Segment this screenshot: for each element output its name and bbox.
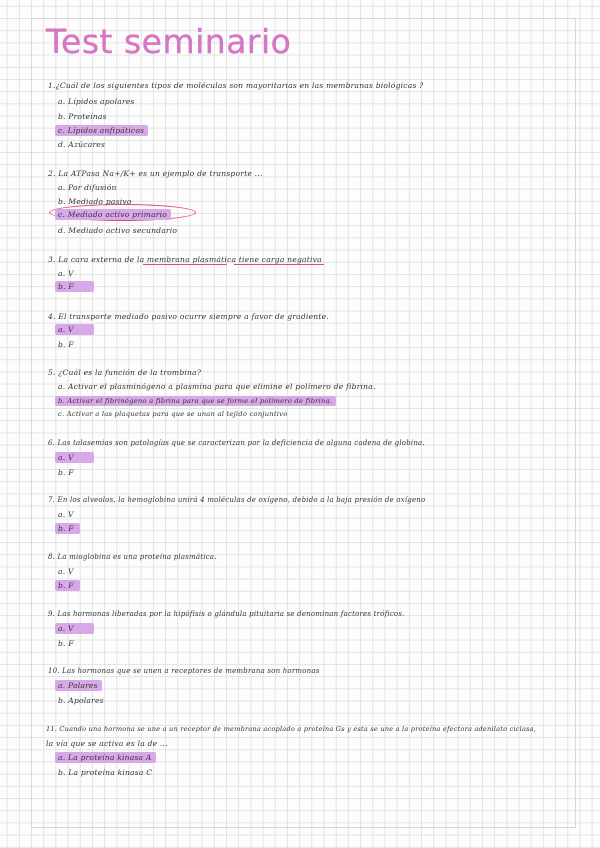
option-selected — [58, 454, 94, 462]
answer-underline — [143, 264, 227, 265]
question-11-continued: la vía que se activa es la de ... — [46, 739, 168, 748]
option-selected — [58, 283, 94, 291]
question-11: 11. Cuando una hormona se une a un receptor de membrana acoplado a proteína Gs y esta se une a la proteína efectora adenilato ciclasa, — [46, 725, 537, 733]
option-selected — [58, 211, 171, 219]
question-1: 1.¿Cuál de los siguientes tipos de moléculas son mayoritarias en las membranas biológicas ? — [48, 81, 424, 90]
option-selected — [58, 754, 156, 762]
option: d. Mediado activo secundario — [58, 226, 178, 235]
option-selected — [58, 582, 80, 590]
option: d. Azúcares — [58, 140, 106, 149]
option-selected — [58, 397, 336, 405]
option: a. V — [58, 510, 74, 519]
page-border — [31, 18, 576, 828]
option: b. La proteína kinasa C — [58, 768, 153, 777]
question-6: 6. Las talasemias son patologías que se caracterizan por la deficiencia de alguna cadena de globina. — [48, 439, 425, 447]
option: b. Mediado pasivo — [58, 197, 132, 206]
question-2: 2. La ATPasa Na+/K+ es un ejemplo de transporte ... — [48, 169, 263, 178]
page-title: Test seminario — [46, 22, 292, 61]
option-highlight: b. F — [55, 523, 80, 534]
option-highlight: a. V — [55, 623, 94, 634]
option: b. F — [58, 468, 74, 477]
question-7: 7. En los alveolos, la hemoglobina unirá 4 moléculas de oxígeno, debido a la baja presión de oxígeno — [48, 496, 426, 504]
option-highlight: a. La proteína kinasa A — [55, 752, 156, 763]
option-highlight: b. F — [55, 281, 94, 292]
option-selected — [58, 625, 94, 633]
option-highlight: c. Lípidos anfipáticos — [55, 125, 148, 136]
question-8: 8. La mioglobina es una proteína plasmática. — [48, 553, 217, 561]
option-selected — [58, 127, 148, 135]
option-selected — [58, 682, 102, 690]
question-10: 10. Las hormonas que se unen a receptores de membrana son hormonas — [48, 667, 320, 675]
answer-underline — [234, 264, 324, 265]
option: a. Lípidos apolares — [58, 97, 135, 106]
option: a. Activar el plasminógeno a plasmina para que elimine el polímero de fibrina. — [58, 382, 376, 391]
option: b. F — [58, 639, 74, 648]
option: a. V — [58, 269, 74, 278]
question-5: 5. ¿Cuál es la función de la trombina? — [48, 368, 202, 377]
option-highlight: a. V — [55, 452, 94, 463]
option: b. Apolares — [58, 696, 104, 705]
option: b. Proteínas — [58, 112, 107, 121]
question-3: 3. La cara externa de la membrana plasmática tiene carga negativa — [48, 255, 322, 264]
option-highlight: b. Activar el fibrinógeno a fibrina para que se forme el polímero de fibrina. — [55, 396, 336, 406]
option-selected — [58, 326, 94, 334]
option-highlight: c. Mediado activo primario — [55, 209, 171, 220]
option: a. Por difusión — [58, 183, 117, 192]
option-selected — [58, 525, 80, 533]
question-9: 9. Las hormonas liberadas por la hipófisis o glándula pituitaria se denominan factores tróficos. — [48, 610, 405, 618]
option: b. F — [58, 340, 74, 349]
option-highlight: b. F — [55, 580, 80, 591]
option-highlight: a. Polares — [55, 680, 102, 691]
question-4: 4. El transporte mediado pasivo ocurre siempre a favor de gradiente. — [48, 312, 329, 321]
option-highlight: a. V — [55, 324, 94, 335]
option: c. Activar a las plaquetas para que se unan al tejido conjuntivo — [58, 410, 288, 418]
option: a. V — [58, 567, 74, 576]
